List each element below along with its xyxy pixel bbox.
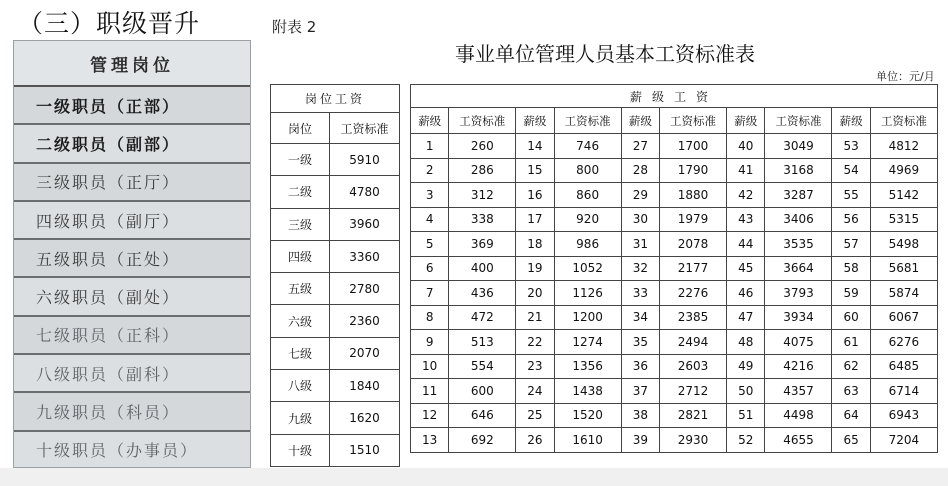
grade-cell: 16 (516, 183, 554, 208)
standard-cell: 1274 (554, 330, 621, 355)
position-row: 八级职员（副科） (14, 355, 250, 393)
grade-cell: 7 (411, 281, 449, 306)
grade-cell: 28 (621, 158, 659, 183)
column-header-grade: 薪级 (832, 108, 870, 134)
table-row (271, 305, 400, 337)
standard-cell: 1979 (660, 207, 727, 232)
grade-cell: 22 (516, 330, 554, 355)
post-salary-body (271, 144, 400, 467)
grade-cell: 20 (516, 281, 554, 306)
table-row (411, 183, 938, 208)
standard-cell: 4216 (765, 354, 832, 379)
table-row (411, 428, 938, 453)
post-name-cell: 十级 (271, 434, 330, 466)
standard-cell: 400 (449, 256, 516, 281)
grade-cell: 17 (516, 207, 554, 232)
position-row: 三级职员（正厅） (14, 164, 250, 202)
grade-cell: 33 (621, 281, 659, 306)
grade-cell: 36 (621, 354, 659, 379)
table-row (271, 337, 400, 369)
grade-cell: 40 (727, 134, 765, 159)
grade-salary-header: 薪级工资 (411, 85, 938, 108)
grade-cell: 48 (727, 330, 765, 355)
position-row: 一级职员（正部） (14, 87, 250, 125)
grade-cell: 5 (411, 232, 449, 257)
post-standard-cell: 2780 (330, 273, 400, 305)
grade-cell: 47 (727, 305, 765, 330)
grade-cell: 23 (516, 354, 554, 379)
grade-cell: 60 (832, 305, 870, 330)
standard-cell: 6276 (870, 330, 937, 355)
post-name-cell: 九级 (271, 402, 330, 434)
grade-cell: 2 (411, 158, 449, 183)
standard-cell: 2494 (660, 330, 727, 355)
post-standard-cell: 1840 (330, 370, 400, 402)
table-row (271, 273, 400, 305)
post-name-cell: 五级 (271, 273, 330, 305)
standard-cell: 4075 (765, 330, 832, 355)
standard-cell: 4655 (765, 428, 832, 453)
standard-cell: 1200 (554, 305, 621, 330)
table-row (411, 281, 938, 306)
standard-cell: 920 (554, 207, 621, 232)
grade-cell: 43 (727, 207, 765, 232)
standard-cell: 2821 (660, 403, 727, 428)
grade-cell: 61 (832, 330, 870, 355)
standard-cell: 2276 (660, 281, 727, 306)
post-standard-cell: 1620 (330, 402, 400, 434)
grade-cell: 46 (727, 281, 765, 306)
position-row: 十级职员（办事员） (14, 432, 250, 468)
table-row (411, 207, 938, 232)
grade-cell: 14 (516, 134, 554, 159)
post-standard-cell: 1510 (330, 434, 400, 466)
grade-cell: 25 (516, 403, 554, 428)
position-row: 五级职员（正处） (14, 240, 250, 278)
grade-cell: 56 (832, 207, 870, 232)
grade-cell: 18 (516, 232, 554, 257)
grade-cell: 41 (727, 158, 765, 183)
grade-cell: 4 (411, 207, 449, 232)
grade-cell: 13 (411, 428, 449, 453)
standard-cell: 260 (449, 134, 516, 159)
standard-cell: 1700 (660, 134, 727, 159)
grade-cell: 12 (411, 403, 449, 428)
table-row (411, 354, 938, 379)
grade-cell: 29 (621, 183, 659, 208)
standard-cell: 6485 (870, 354, 937, 379)
grade-cell: 24 (516, 379, 554, 404)
appendix-label: 附表 2 (272, 18, 317, 36)
table-row (411, 403, 938, 428)
post-name-cell: 四级 (271, 240, 330, 272)
standard-cell: 5874 (870, 281, 937, 306)
column-header-post: 岗位 (271, 113, 330, 144)
standard-cell: 2177 (660, 256, 727, 281)
table-row (271, 144, 400, 176)
grade-cell: 27 (621, 134, 659, 159)
standard-cell: 286 (449, 158, 516, 183)
standard-cell: 646 (449, 403, 516, 428)
post-standard-cell: 3360 (330, 240, 400, 272)
column-header-standard: 工资标准 (870, 108, 937, 134)
grade-cell: 35 (621, 330, 659, 355)
column-header-grade: 薪级 (516, 108, 554, 134)
standard-cell: 2603 (660, 354, 727, 379)
grade-cell: 53 (832, 134, 870, 159)
standard-cell: 5315 (870, 207, 937, 232)
grade-cell: 1 (411, 134, 449, 159)
standard-cell: 860 (554, 183, 621, 208)
grade-cell: 64 (832, 403, 870, 428)
standard-cell: 7204 (870, 428, 937, 453)
table-row (271, 434, 400, 466)
table-row (271, 370, 400, 402)
column-header-grade: 薪级 (411, 108, 449, 134)
post-name-cell: 六级 (271, 305, 330, 337)
grade-cell: 11 (411, 379, 449, 404)
standard-cell: 2712 (660, 379, 727, 404)
position-row: 七级职员（正科） (14, 317, 250, 355)
standard-cell: 3793 (765, 281, 832, 306)
table-row (411, 158, 938, 183)
standard-cell: 2078 (660, 232, 727, 257)
standard-cell: 1438 (554, 379, 621, 404)
post-standard-cell: 3960 (330, 208, 400, 240)
grade-cell: 3 (411, 183, 449, 208)
standard-cell: 4812 (870, 134, 937, 159)
table-row (271, 208, 400, 240)
section-heading: （三）职级晋升 (18, 9, 201, 38)
table-row (271, 240, 400, 272)
standard-cell: 1610 (554, 428, 621, 453)
grade-cell: 55 (832, 183, 870, 208)
standard-cell: 3049 (765, 134, 832, 159)
grade-cell: 10 (411, 354, 449, 379)
grade-cell: 52 (727, 428, 765, 453)
column-header-standard: 工资标准 (449, 108, 516, 134)
table-row (411, 134, 938, 159)
management-positions-photo (13, 40, 251, 468)
grade-cell: 26 (516, 428, 554, 453)
grade-cell: 65 (832, 428, 870, 453)
standard-cell: 312 (449, 183, 516, 208)
standard-cell: 2385 (660, 305, 727, 330)
post-standard-cell: 4780 (330, 176, 400, 208)
document-title: 事业单位管理人员基本工资标准表 (455, 42, 755, 66)
grade-cell: 42 (727, 183, 765, 208)
standard-cell: 986 (554, 232, 621, 257)
post-salary-table (270, 84, 400, 467)
grade-cell: 6 (411, 256, 449, 281)
grade-cell: 51 (727, 403, 765, 428)
grade-cell: 45 (727, 256, 765, 281)
standard-cell: 6714 (870, 379, 937, 404)
post-name-cell: 一级 (271, 144, 330, 176)
standard-cell: 1126 (554, 281, 621, 306)
standard-cell: 692 (449, 428, 516, 453)
position-row: 六级职员（副处） (14, 278, 250, 316)
standard-cell: 1880 (660, 183, 727, 208)
standard-cell: 5681 (870, 256, 937, 281)
standard-cell: 1356 (554, 354, 621, 379)
grade-cell: 31 (621, 232, 659, 257)
column-header-grade: 薪级 (727, 108, 765, 134)
standard-cell: 3406 (765, 207, 832, 232)
column-header-grade: 薪级 (621, 108, 659, 134)
grade-cell: 58 (832, 256, 870, 281)
table-row (411, 305, 938, 330)
post-standard-cell: 2360 (330, 305, 400, 337)
table-row (411, 330, 938, 355)
standard-cell: 2930 (660, 428, 727, 453)
table-row (411, 256, 938, 281)
standard-cell: 800 (554, 158, 621, 183)
post-name-cell: 七级 (271, 337, 330, 369)
grade-cell: 30 (621, 207, 659, 232)
grade-cell: 37 (621, 379, 659, 404)
table-row (271, 402, 400, 434)
standard-cell: 5142 (870, 183, 937, 208)
standard-cell: 6067 (870, 305, 937, 330)
column-header-standard: 工资标准 (765, 108, 832, 134)
position-row: 四级职员（副厅） (14, 202, 250, 240)
grade-cell: 57 (832, 232, 870, 257)
grade-salary-table (410, 84, 938, 453)
standard-cell: 600 (449, 379, 516, 404)
standard-cell: 1790 (660, 158, 727, 183)
grade-salary-body (411, 134, 938, 453)
grade-cell: 59 (832, 281, 870, 306)
grade-cell: 63 (832, 379, 870, 404)
standard-cell: 4969 (870, 158, 937, 183)
standard-cell: 3535 (765, 232, 832, 257)
standard-cell: 3934 (765, 305, 832, 330)
grade-cell: 50 (727, 379, 765, 404)
standard-cell: 1052 (554, 256, 621, 281)
standard-cell: 338 (449, 207, 516, 232)
table-row (411, 379, 938, 404)
post-name-cell: 二级 (271, 176, 330, 208)
standard-cell: 436 (449, 281, 516, 306)
grade-cell: 8 (411, 305, 449, 330)
position-row: 二级职员（副部） (14, 125, 250, 163)
grade-cell: 34 (621, 305, 659, 330)
grade-salary-subheader (411, 108, 938, 134)
table-row (271, 176, 400, 208)
unit-label: 单位：元/月 (876, 70, 935, 83)
position-row: 九级职员（科员） (14, 393, 250, 431)
standard-cell: 6943 (870, 403, 937, 428)
bottom-strip (0, 468, 948, 486)
standard-cell: 554 (449, 354, 516, 379)
grade-cell: 38 (621, 403, 659, 428)
grade-cell: 39 (621, 428, 659, 453)
standard-cell: 1520 (554, 403, 621, 428)
grade-cell: 32 (621, 256, 659, 281)
standard-cell: 4498 (765, 403, 832, 428)
grade-cell: 54 (832, 158, 870, 183)
standard-cell: 369 (449, 232, 516, 257)
post-name-cell: 三级 (271, 208, 330, 240)
grade-cell: 49 (727, 354, 765, 379)
column-header-standard: 工资标准 (330, 113, 400, 144)
standard-cell: 3664 (765, 256, 832, 281)
standard-cell: 513 (449, 330, 516, 355)
column-header-standard: 工资标准 (554, 108, 621, 134)
post-name-cell: 八级 (271, 370, 330, 402)
post-salary-header: 岗位工资 (271, 85, 400, 113)
table-row (411, 232, 938, 257)
grade-cell: 9 (411, 330, 449, 355)
grade-cell: 21 (516, 305, 554, 330)
column-header-standard: 工资标准 (660, 108, 727, 134)
photo-header: 管理岗位 (14, 41, 250, 87)
post-standard-cell: 2070 (330, 337, 400, 369)
standard-cell: 5498 (870, 232, 937, 257)
standard-cell: 746 (554, 134, 621, 159)
grade-cell: 15 (516, 158, 554, 183)
grade-cell: 19 (516, 256, 554, 281)
standard-cell: 3168 (765, 158, 832, 183)
standard-cell: 3287 (765, 183, 832, 208)
post-standard-cell: 5910 (330, 144, 400, 176)
standard-cell: 472 (449, 305, 516, 330)
grade-cell: 62 (832, 354, 870, 379)
grade-cell: 44 (727, 232, 765, 257)
standard-cell: 4357 (765, 379, 832, 404)
